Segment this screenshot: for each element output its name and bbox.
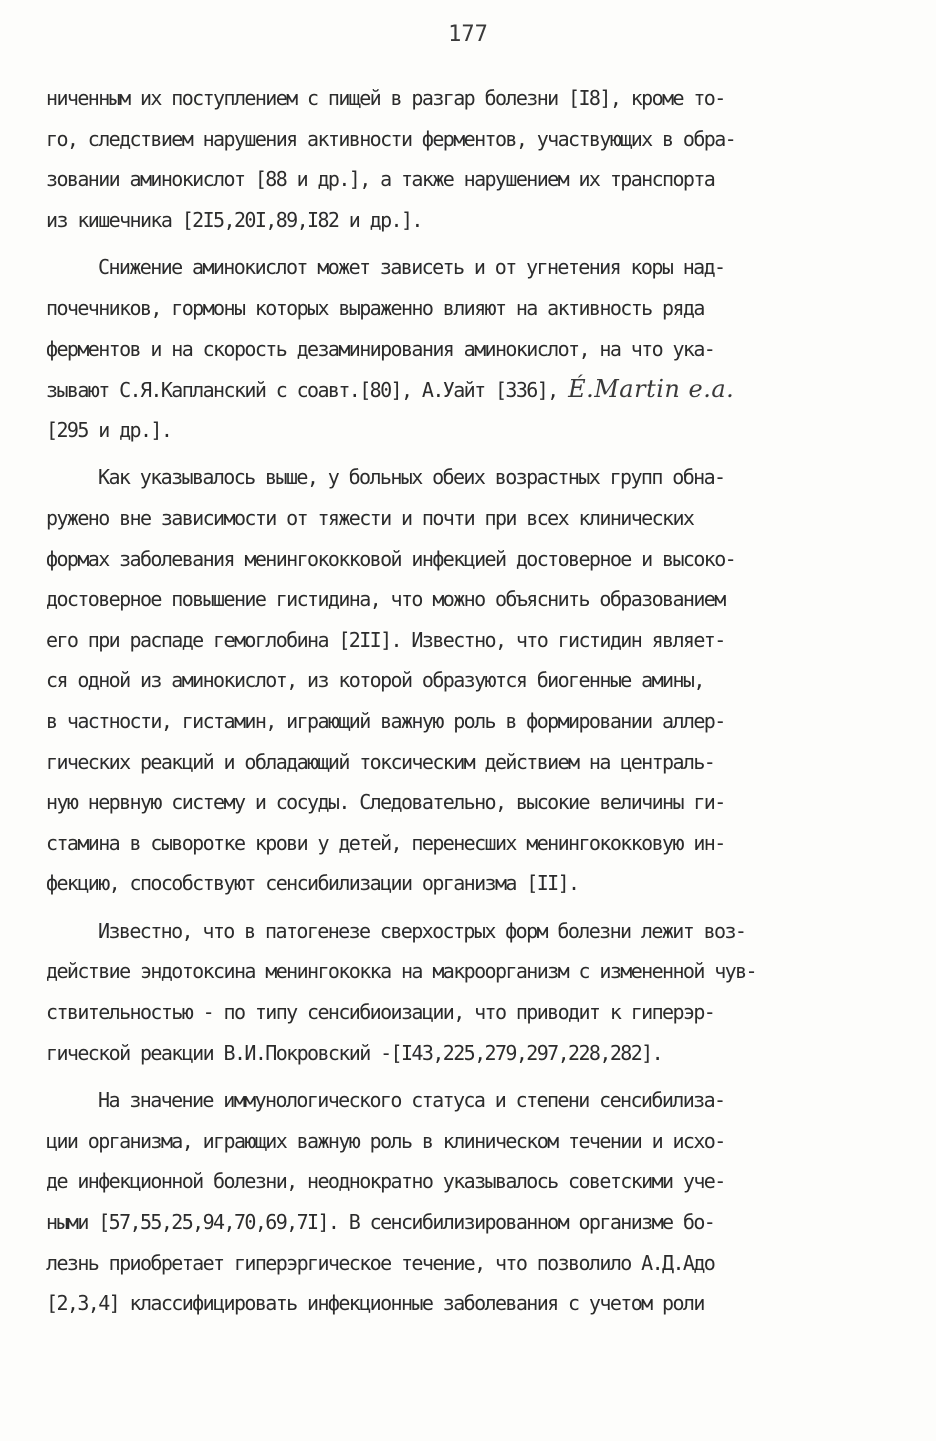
text-line: формах заболевания менингококковой инфекцией достоверное и высоко- (46, 546, 736, 571)
text-line: достоверное повышение гистидина, что можно объяснить образованием (46, 587, 725, 612)
text-line: действие эндотоксина менингококка на макроорганизм с измененной чув- (46, 959, 756, 984)
text-line: ферментов и на скорость дезаминирования аминокислот, на что ука- (46, 336, 715, 361)
page-number: 177 (448, 22, 488, 47)
text-line: го, следствием нарушения активности ферментов, участвующих в обра- (46, 126, 736, 151)
handwritten-annotation: É.Martin e.a. (568, 375, 735, 404)
text-line: его при распаде гемоглобина [2II]. Известно, что гистидин являет- (46, 627, 725, 652)
text-line: из кишечника [2I5,20I,89,I82 и др.]. (46, 207, 422, 232)
text-line-with-handwriting (46, 369, 896, 410)
paragraph-gap (46, 904, 896, 911)
text-line: стамина в сыворотке крови у детей, перенесших менингококковую ин- (46, 830, 725, 855)
paragraph-gap (46, 450, 896, 457)
text-line: де инфекционной болезни, неоднократно указывалось советскими уче- (46, 1169, 725, 1194)
text-line: ниченным их поступлением с пищей в разгар болезни [I8], кроме то- (46, 86, 725, 110)
body-text (46, 78, 896, 1324)
text-line: Как указывалось выше, у больных обеих возрастных групп обна- (98, 465, 725, 490)
text-line: гической реакции В.И.Покровский -[I43,225,279,297,228,282]. (46, 1040, 663, 1065)
text-line-part: зывают С.Я.Капланский с соавт.[80], А.Уайт [336], (46, 378, 558, 403)
text-line: ную нервную систему и сосуды. Следовательно, высокие величины ги- (46, 790, 725, 815)
text-line: фекцию, способствуют сенсибилизации организма [II]. (46, 871, 579, 896)
text-line: гических реакций и обладающий токсическим действием на централь- (46, 749, 715, 774)
text-line: ся одной из аминокислот, из которой образуются биогенные амины, (46, 668, 704, 693)
text-line: ции организма, играющих важную роль в клиническом течении и исхо- (46, 1128, 725, 1153)
text-line: ными [57,55,25,94,70,69,7I]. В сенсибилизированном организме бо- (46, 1210, 715, 1235)
text-line: ствительностью - по типу сенсибиоизации, что приводит к гиперэр- (46, 1000, 715, 1025)
text-line: Известно, что в патогенезе сверхострых форм болезни лежит воз- (98, 918, 746, 943)
text-line: почечников, гормоны которых выраженно влияют на активность ряда (46, 295, 704, 320)
text-line: На значение иммунологического статуса и степени сенсибилиза- (98, 1088, 725, 1113)
text-line: Снижение аминокислот может зависеть и от угнетения коры над- (98, 255, 725, 280)
text-line: [2,3,4] классифицировать инфекционные заболевания с учетом роли (46, 1291, 704, 1316)
text-line: в частности, гистамин, играющий важную роль в формировании аллер- (46, 708, 725, 733)
text-line: зовании аминокислот [88 и др.], а также нарушением их транспорта (46, 167, 715, 192)
text-line: [295 и др.]. (46, 417, 172, 442)
paragraph-gap (46, 240, 896, 247)
text-line: лезнь приобретает гиперэргическое течение, что позволило А.Д.Адо (46, 1250, 715, 1275)
text-line: ружено вне зависимости от тяжести и почти при всех клинических (46, 505, 694, 530)
paragraph-gap (46, 1073, 896, 1080)
